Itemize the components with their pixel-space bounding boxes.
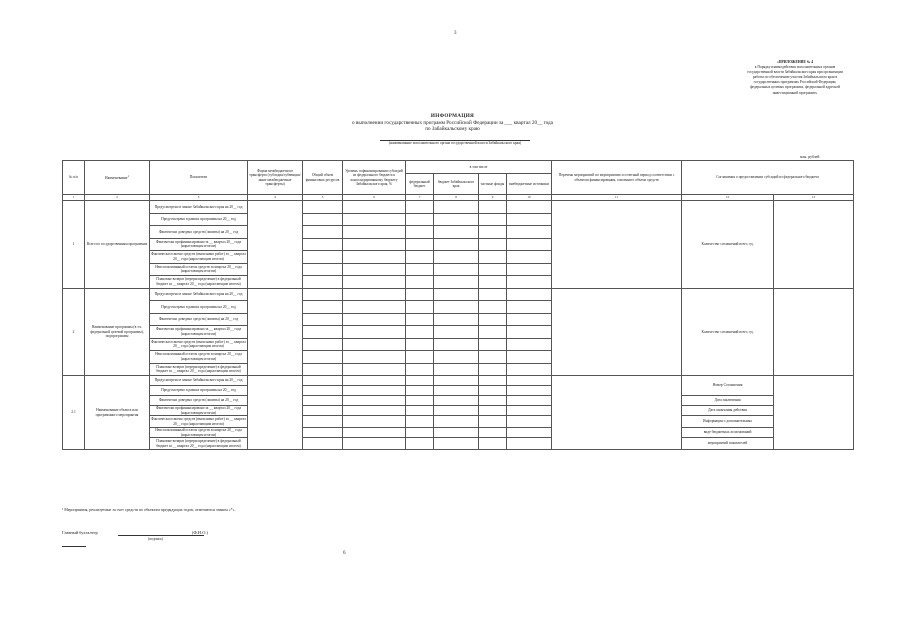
indicator-cell: Неиспользованный остаток средств за квартал 20__ года (нарастающим итогом) (150, 428, 248, 438)
signature-name: (Ф.И.О.) (191, 530, 208, 535)
footnote: ¹ Мероприятия, реализуемые за счет средств по объектам предыдущих годов, отмечаются знаком «*». (62, 507, 236, 512)
header-num: № п/п (63, 161, 85, 195)
section-name: Наименование объекта или программного мероприятия (85, 376, 150, 450)
col-number: 4 (248, 195, 303, 201)
title-heading: ИНФОРМАЦИЯ (430, 113, 475, 119)
indicator-cell: Предусмотрено в законе Забайкальского края на 20__ год (150, 376, 248, 386)
appendix-line: федеральных целевых программах, федеральной адресной (750, 85, 840, 90)
section-1 (63, 201, 854, 289)
title-line-2: по Забайкальскому краю (425, 126, 480, 133)
header-indicators: Показатели (150, 161, 248, 195)
col-number: 7 (406, 195, 434, 201)
col-number: 11 (552, 195, 682, 201)
indicator-cell: Плановые возврат (перераспределение) в федеральный бюджет за __ квартал 20__ года (нарастающим итогом) (150, 276, 248, 289)
page-number-top: 3 (454, 31, 457, 36)
appendix-line: к Порядку взаимодействия исполнительных органов (754, 65, 836, 70)
header-name-footnote-mark: 1 (127, 174, 129, 179)
indicator-cell: Предусмотрено в законе Забайкальского края на 20__ год (150, 288, 248, 301)
indicator-cell: Фактически освоено средств (выполнено работ) за __ квартал 20__ года (нарастающим итогом) (150, 251, 248, 264)
col-number: 10 (507, 195, 552, 201)
col-number: 8 (434, 195, 479, 201)
indicator-cell: Фактически освоено средств (выполнено работ) за __ квартал 20__ года (нарастающим итогом) (151, 417, 246, 426)
indicator-cell: Плановые возврат (перераспределение) в федеральный бюджет за __ квартал 20__ года (нарастающим итогом) (150, 363, 248, 376)
indicator-cell: Предусмотрено в рамках программы на 20__ год (150, 301, 248, 314)
col-number: 1 (63, 195, 85, 201)
col-number: 3 (150, 195, 248, 201)
document-title (300, 113, 605, 133)
indicator-cell: Фактически освоено средств (выполнено работ) за __ квартал 20__ года (нарастающим итогом) (150, 338, 248, 351)
org-caption: (наименование исполнительного органа государственной власти Забайкальского края) (388, 141, 522, 145)
col-number: 5 (303, 195, 343, 201)
appendix-line: работы по обеспечению участия Забайкальского края в (752, 75, 838, 80)
agreement-count: Количество соглашений всего, ед. (682, 288, 774, 376)
signature-underline (118, 535, 204, 536)
title-line-1: о выполнении государственных программ Российской Федерации за ___ квартал 20__ года (352, 119, 553, 126)
header-incl: в том числе (406, 161, 552, 174)
header-level: Уровень софинансирования субсидий из федерального бюджета к консолидированному бюджету Забайкальского края, % (343, 161, 406, 195)
indicator-cell: Фактически профинансировано за __ квартал 20__ года (нарастающим итогом) (150, 238, 248, 251)
footer-rule (62, 546, 86, 547)
report-table (62, 160, 854, 450)
section-name: Наименование программы (в т.ч. федеральной целевой программы), подпрограммы (85, 288, 150, 376)
section-name: Всего по государственным программам (85, 201, 150, 289)
appendix-line: инвестиционной программе» (772, 90, 818, 95)
units-label: млн. рублей (800, 155, 820, 159)
indicator-cell: Фактически профинансировано за __ квартал 20__ года (нарастающим итогом) (150, 326, 248, 339)
section-num: 2.1 (63, 376, 85, 450)
indicator-cell: Фактически доведено средств (лимиты) на 20__ год (150, 226, 248, 239)
col-number: 12 (682, 195, 774, 201)
agreement-count: Количество соглашений всего, ед. (682, 201, 774, 289)
agreement-indicators: мероприятий показателей (682, 438, 774, 450)
appendix-line: государственной власти Забайкальского края при организации (747, 70, 843, 75)
agreement-allocations: виде бюджетных ассигнований (682, 428, 774, 438)
col-number: 6 (343, 195, 406, 201)
col-number: 9 (479, 195, 507, 201)
header-agreements: Соглашения о предоставлении субсидий из федерального бюджета (682, 161, 854, 195)
indicator-cell: Плановые возврат (перераспределение) в федеральный бюджет за __ квартал 20__ года (нарастающим итогом) (150, 438, 248, 450)
appendix-block (735, 60, 855, 96)
section-2 (63, 288, 854, 376)
section-num: 1 (63, 201, 85, 289)
header-private: частные фонды (479, 174, 507, 195)
header-total: Общий объем финансовых ресурсов (303, 161, 343, 195)
col-number: 13 (774, 195, 854, 201)
col-number: 2 (85, 195, 150, 201)
indicator-cell: Предусмотрено в рамках программы на 20__ год (150, 386, 248, 396)
header-name (85, 161, 150, 195)
indicator-cell: Фактически доведено средств (лимиты) на 20__ год (150, 313, 248, 326)
indicator-cell: Неиспользованный остаток средств за квартал 20__ года (нарастающим итогом) (150, 351, 248, 364)
header-measures: Перечень мероприятий по мероприятию и отчетный период соответствии с объектом финансирования, освоенного объема средств (552, 161, 682, 195)
agreement-number: Номер Соглашения (682, 376, 774, 396)
header-federal: федеральный бюджет (406, 174, 434, 195)
indicator-cell: Фактически профинансировано за __ квартал 20__ года (нарастающим итогом) (150, 406, 248, 416)
section-num: 2 (63, 288, 85, 376)
header-regional: бюджет Забайкальского края (434, 174, 479, 195)
indicator-cell: Фактически доведено средств (лимиты) на 20__ год (150, 396, 248, 406)
agreement-end-date: Дата окончания действия (682, 406, 774, 416)
signature-label: Главный бухгалтер (62, 530, 98, 535)
appendix-title: «ПРИЛОЖЕНИЕ № 4 (776, 60, 814, 64)
header-form: Форма межбюджетного трансферта (субсидия/субвенция/иные межбюджетные трансферты) (248, 161, 303, 195)
indicator-cell: Неиспользованный остаток средств за квартал 20__ года (нарастающим итогом) (150, 263, 248, 276)
signature-caption: (подпись) (148, 537, 163, 541)
indicator-cell: Предусмотрено в рамках программы на 20__ год (150, 213, 248, 226)
header-other: внебюджетные источники (507, 174, 552, 195)
agreement-date: Дата заключения (682, 396, 774, 406)
appendix-line: государственных программах Российской Федерации, (753, 80, 837, 85)
indicator-cell: Предусмотрено в законе Забайкальского края на 20__ год (150, 201, 248, 214)
section-2-1 (63, 376, 854, 450)
agreement-additional-info: Информация о дополнительных (682, 416, 774, 428)
header-name-text: Наименование (105, 176, 128, 181)
page-number-bottom: 6 (343, 551, 346, 556)
